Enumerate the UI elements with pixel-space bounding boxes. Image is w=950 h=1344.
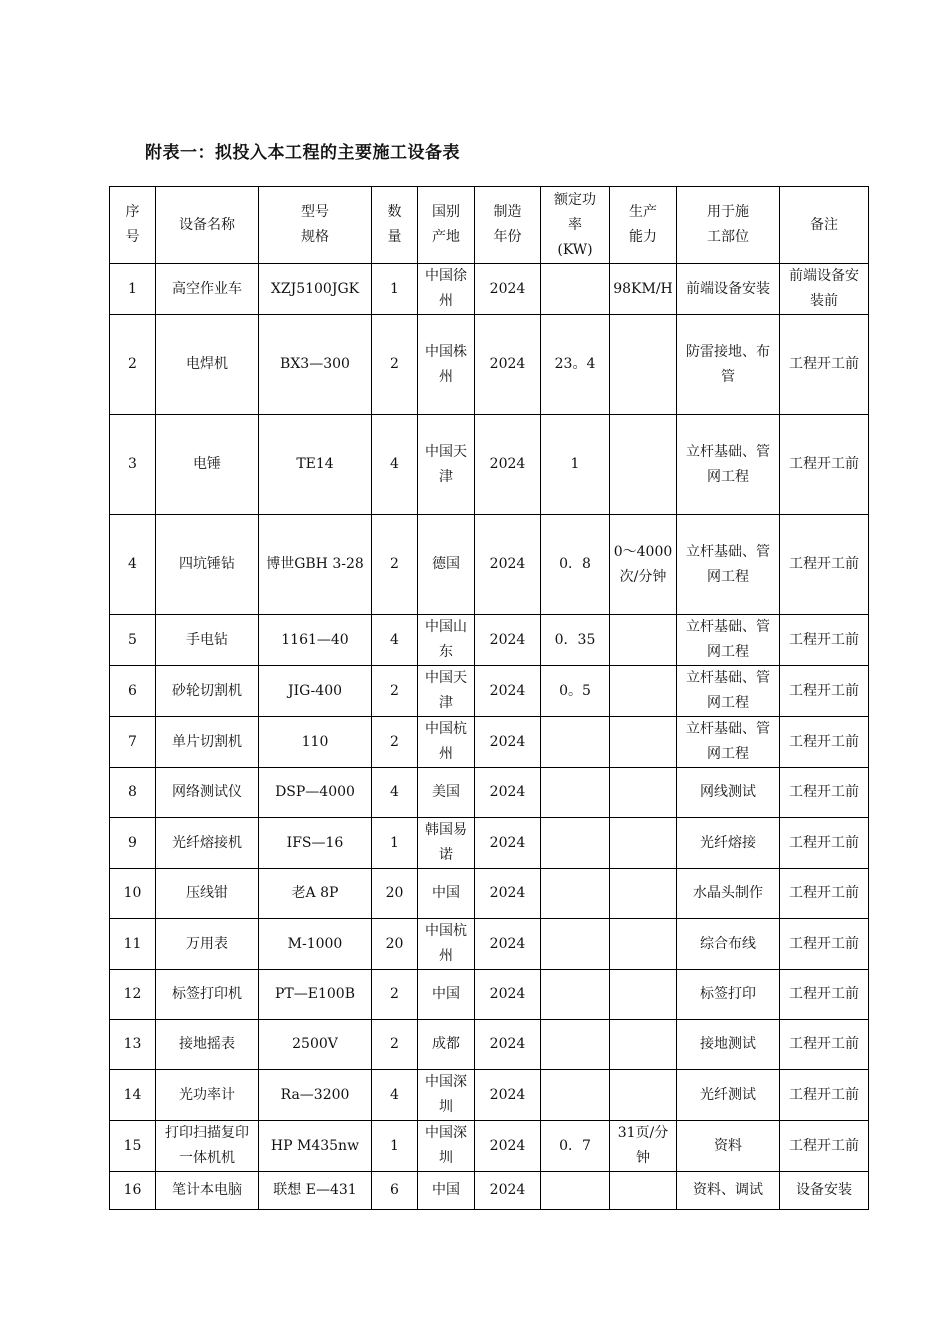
index-cell: 6: [110, 666, 156, 717]
device-name-cell: 电焊机: [156, 315, 259, 415]
year-cell: 2024: [475, 264, 541, 315]
device-name-cell: 打印扫描复印一体机机: [156, 1121, 259, 1172]
capacity-cell: [610, 1070, 677, 1121]
usage-cell: 立杆基础、管网工程: [677, 515, 780, 615]
usage-cell: 水晶头制作: [677, 869, 780, 919]
model-cell: JIG-400: [259, 666, 372, 717]
model-cell: PT—E100B: [259, 970, 372, 1020]
index-cell: 2: [110, 315, 156, 415]
power-cell: 23。4: [541, 315, 610, 415]
quantity-cell: 2: [372, 717, 418, 768]
header-index: 序 号: [110, 187, 156, 264]
quantity-cell: 1: [372, 264, 418, 315]
capacity-cell: [610, 919, 677, 970]
table-row: [110, 1020, 869, 1070]
table-row: [110, 615, 869, 666]
power-cell: 0．8: [541, 515, 610, 615]
device-name-cell: 笔计本电脑: [156, 1172, 259, 1210]
usage-cell: 前端设备安装: [677, 264, 780, 315]
usage-cell: 防雷接地、布管: [677, 315, 780, 415]
remark-cell: 工程开工前: [780, 515, 869, 615]
power-cell: 0。5: [541, 666, 610, 717]
quantity-cell: 2: [372, 1020, 418, 1070]
year-cell: 2024: [475, 768, 541, 818]
index-cell: 10: [110, 869, 156, 919]
power-cell: [541, 970, 610, 1020]
year-cell: 2024: [475, 919, 541, 970]
remark-cell: 工程开工前: [780, 818, 869, 869]
table-row: [110, 1172, 869, 1210]
usage-cell: 标签打印: [677, 970, 780, 1020]
device-name-cell: 砂轮切割机: [156, 666, 259, 717]
header-model: 型号 规格: [259, 187, 372, 264]
usage-cell: 网线测试: [677, 768, 780, 818]
origin-cell: 中国杭州: [418, 919, 475, 970]
model-cell: 2500V: [259, 1020, 372, 1070]
usage-cell: 立杆基础、管网工程: [677, 717, 780, 768]
table-row: [110, 717, 869, 768]
model-cell: BX3—300: [259, 315, 372, 415]
power-cell: [541, 1172, 610, 1210]
origin-cell: 中国深圳: [418, 1121, 475, 1172]
quantity-cell: 4: [372, 415, 418, 515]
model-cell: M-1000: [259, 919, 372, 970]
year-cell: 2024: [475, 717, 541, 768]
capacity-cell: [610, 666, 677, 717]
index-cell: 8: [110, 768, 156, 818]
power-cell: 1: [541, 415, 610, 515]
origin-cell: 中国: [418, 1172, 475, 1210]
remark-cell: 设备安装: [780, 1172, 869, 1210]
device-name-cell: 光纤熔接机: [156, 818, 259, 869]
capacity-cell: [610, 818, 677, 869]
year-cell: 2024: [475, 615, 541, 666]
device-name-cell: 手电钻: [156, 615, 259, 666]
index-cell: 16: [110, 1172, 156, 1210]
usage-cell: 立杆基础、管网工程: [677, 415, 780, 515]
remark-cell: 工程开工前: [780, 315, 869, 415]
quantity-cell: 1: [372, 1121, 418, 1172]
model-cell: 博世GBH 3-28: [259, 515, 372, 615]
model-cell: HP M435nw: [259, 1121, 372, 1172]
model-cell: 1161—40: [259, 615, 372, 666]
index-cell: 9: [110, 818, 156, 869]
remark-cell: 工程开工前: [780, 1070, 869, 1121]
page-title: 附表一：拟投入本工程的主要施工设备表: [145, 143, 460, 163]
capacity-cell: [610, 615, 677, 666]
quantity-cell: 2: [372, 315, 418, 415]
table-row: [110, 818, 869, 869]
header-capacity: 生产 能力: [610, 187, 677, 264]
quantity-cell: 4: [372, 1070, 418, 1121]
index-cell: 11: [110, 919, 156, 970]
header-quantity: 数 量: [372, 187, 418, 264]
table-row: [110, 1121, 869, 1172]
origin-cell: 德国: [418, 515, 475, 615]
year-cell: 2024: [475, 869, 541, 919]
origin-cell: 中国: [418, 970, 475, 1020]
remark-cell: 工程开工前: [780, 1020, 869, 1070]
year-cell: 2024: [475, 1020, 541, 1070]
model-cell: 110: [259, 717, 372, 768]
table-header-row: [110, 187, 869, 264]
year-cell: 2024: [475, 970, 541, 1020]
origin-cell: 中国深圳: [418, 1070, 475, 1121]
remark-cell: 工程开工前: [780, 919, 869, 970]
remark-cell: 工程开工前: [780, 970, 869, 1020]
equipment-table: [109, 186, 869, 1210]
capacity-cell: 0～4000次/分钟: [610, 515, 677, 615]
power-cell: [541, 869, 610, 919]
year-cell: 2024: [475, 415, 541, 515]
year-cell: 2024: [475, 818, 541, 869]
device-name-cell: 单片切割机: [156, 717, 259, 768]
usage-cell: 资料、调试: [677, 1172, 780, 1210]
table-row: [110, 919, 869, 970]
index-cell: 1: [110, 264, 156, 315]
origin-cell: 中国杭州: [418, 717, 475, 768]
quantity-cell: 2: [372, 515, 418, 615]
usage-cell: 立杆基础、管网工程: [677, 615, 780, 666]
header-device-name: 设备名称: [156, 187, 259, 264]
quantity-cell: 4: [372, 615, 418, 666]
table-row: [110, 666, 869, 717]
power-cell: [541, 818, 610, 869]
capacity-cell: [610, 970, 677, 1020]
power-cell: [541, 1020, 610, 1070]
usage-cell: 资料: [677, 1121, 780, 1172]
model-cell: 联想 E—431: [259, 1172, 372, 1210]
power-cell: [541, 768, 610, 818]
quantity-cell: 20: [372, 919, 418, 970]
year-cell: 2024: [475, 666, 541, 717]
quantity-cell: 20: [372, 869, 418, 919]
remark-cell: 工程开工前: [780, 717, 869, 768]
remark-cell: 工程开工前: [780, 869, 869, 919]
device-name-cell: 光功率计: [156, 1070, 259, 1121]
device-name-cell: 网络测试仪: [156, 768, 259, 818]
power-cell: [541, 717, 610, 768]
year-cell: 2024: [475, 1172, 541, 1210]
capacity-cell: [610, 1172, 677, 1210]
header-power: 额定功 率 (KW): [541, 187, 610, 264]
origin-cell: 韩国易诺: [418, 818, 475, 869]
capacity-cell: [610, 415, 677, 515]
index-cell: 14: [110, 1070, 156, 1121]
year-cell: 2024: [475, 315, 541, 415]
device-name-cell: 接地摇表: [156, 1020, 259, 1070]
header-usage: 用于施 工部位: [677, 187, 780, 264]
origin-cell: 中国天津: [418, 415, 475, 515]
index-cell: 5: [110, 615, 156, 666]
device-name-cell: 高空作业车: [156, 264, 259, 315]
year-cell: 2024: [475, 1070, 541, 1121]
power-cell: 0．35: [541, 615, 610, 666]
model-cell: DSP—4000: [259, 768, 372, 818]
header-origin: 国别 产地: [418, 187, 475, 264]
table-row: [110, 264, 869, 315]
model-cell: XZJ5100JGK: [259, 264, 372, 315]
index-cell: 4: [110, 515, 156, 615]
power-cell: [541, 1070, 610, 1121]
origin-cell: 中国徐州: [418, 264, 475, 315]
table-row: [110, 869, 869, 919]
quantity-cell: 6: [372, 1172, 418, 1210]
power-cell: [541, 919, 610, 970]
remark-cell: 工程开工前: [780, 666, 869, 717]
model-cell: 老A 8P: [259, 869, 372, 919]
origin-cell: 中国株州: [418, 315, 475, 415]
table-row: [110, 415, 869, 515]
quantity-cell: 2: [372, 970, 418, 1020]
remark-cell: 工程开工前: [780, 768, 869, 818]
origin-cell: 成都: [418, 1020, 475, 1070]
usage-cell: 光纤测试: [677, 1070, 780, 1121]
origin-cell: 中国山东: [418, 615, 475, 666]
usage-cell: 立杆基础、管网工程: [677, 666, 780, 717]
remark-cell: 工程开工前: [780, 1121, 869, 1172]
capacity-cell: 31页/分钟: [610, 1121, 677, 1172]
device-name-cell: 电锤: [156, 415, 259, 515]
index-cell: 7: [110, 717, 156, 768]
index-cell: 3: [110, 415, 156, 515]
table-row: [110, 970, 869, 1020]
capacity-cell: 98KM/H: [610, 264, 677, 315]
quantity-cell: 1: [372, 818, 418, 869]
remark-cell: 工程开工前: [780, 415, 869, 515]
capacity-cell: [610, 869, 677, 919]
quantity-cell: 4: [372, 768, 418, 818]
device-name-cell: 标签打印机: [156, 970, 259, 1020]
device-name-cell: 万用表: [156, 919, 259, 970]
usage-cell: 光纤熔接: [677, 818, 780, 869]
capacity-cell: [610, 1020, 677, 1070]
year-cell: 2024: [475, 515, 541, 615]
power-cell: [541, 264, 610, 315]
table-row: [110, 315, 869, 415]
index-cell: 12: [110, 970, 156, 1020]
power-cell: 0．7: [541, 1121, 610, 1172]
usage-cell: 接地测试: [677, 1020, 780, 1070]
usage-cell: 综合布线: [677, 919, 780, 970]
origin-cell: 中国天津: [418, 666, 475, 717]
model-cell: IFS—16: [259, 818, 372, 869]
remark-cell: 工程开工前: [780, 615, 869, 666]
capacity-cell: [610, 717, 677, 768]
device-name-cell: 四坑锤钻: [156, 515, 259, 615]
year-cell: 2024: [475, 1121, 541, 1172]
index-cell: 13: [110, 1020, 156, 1070]
header-year: 制造 年份: [475, 187, 541, 264]
header-remark: 备注: [780, 187, 869, 264]
model-cell: TE14: [259, 415, 372, 515]
origin-cell: 美国: [418, 768, 475, 818]
table-row: [110, 515, 869, 615]
table-row: [110, 768, 869, 818]
capacity-cell: [610, 315, 677, 415]
model-cell: Ra—3200: [259, 1070, 372, 1121]
index-cell: 15: [110, 1121, 156, 1172]
capacity-cell: [610, 768, 677, 818]
quantity-cell: 2: [372, 666, 418, 717]
origin-cell: 中国: [418, 869, 475, 919]
device-name-cell: 压线钳: [156, 869, 259, 919]
remark-cell: 前端设备安装前: [780, 264, 869, 315]
table-row: [110, 1070, 869, 1121]
